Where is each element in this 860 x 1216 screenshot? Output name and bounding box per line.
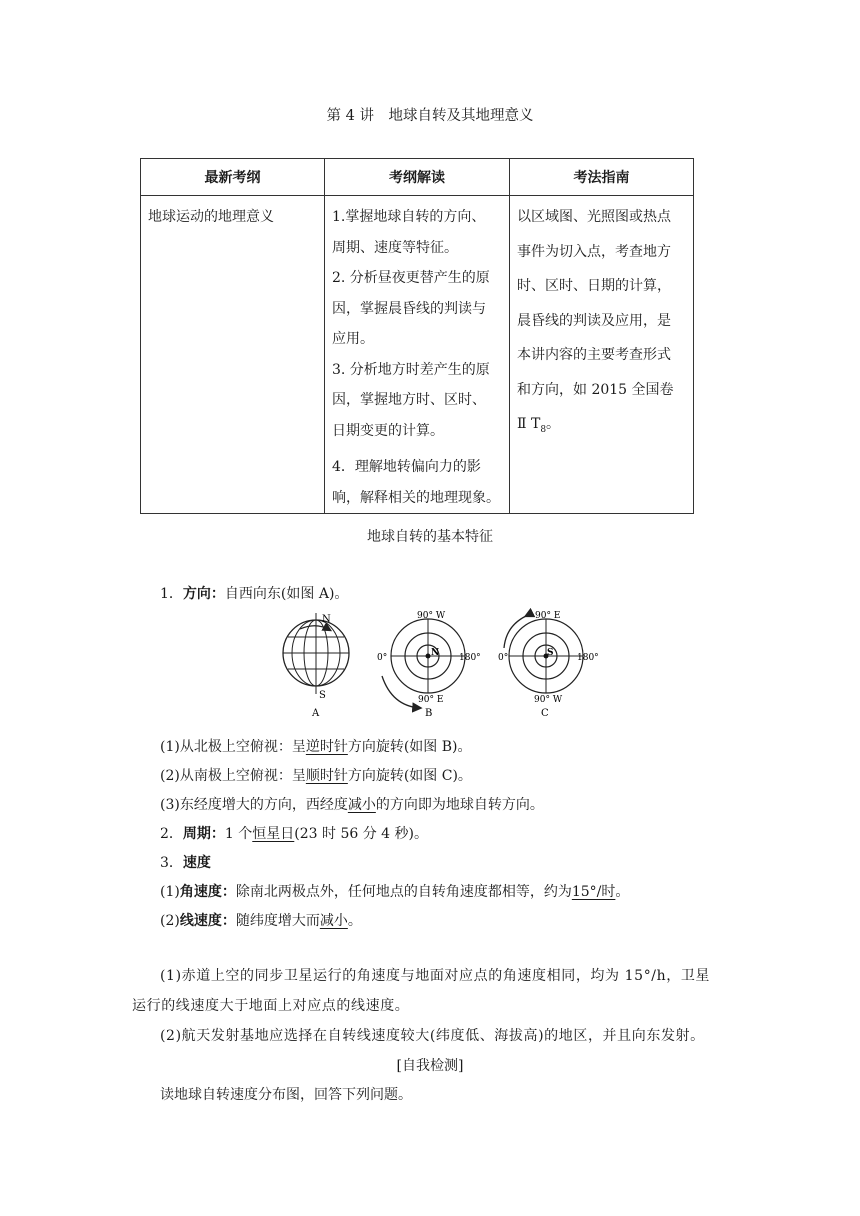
period-line: 2．周期：1 个恒星日(23 时 56 分 4 秒)。 xyxy=(160,826,428,842)
angular-speed-line: (1)角速度：除南北两极点外，任何地点的自转角速度都相等，约为15°/时。 xyxy=(160,884,630,900)
self-check-heading: [自我检测] xyxy=(396,1058,464,1074)
cell-topic xyxy=(141,196,325,514)
b-top-label: 90° W xyxy=(417,611,446,621)
reading-text xyxy=(325,196,509,513)
item-b1: (1)从北极上空俯视：呈逆时针方向旋转(如图 B)。 xyxy=(160,739,472,755)
cell-reading xyxy=(325,196,510,514)
speed-heading: 3．速度 xyxy=(160,855,211,871)
caption-a: A xyxy=(312,708,320,719)
linear-speed-line: (2)线速度：随纬度增大而减小。 xyxy=(160,913,362,929)
header-exam-guide: 考法指南 xyxy=(510,159,694,196)
north-pole-diagram-b xyxy=(377,611,481,719)
direction-line: 1．方向：自西向东(如图 A)。 xyxy=(160,586,349,602)
question-prompt: 读地球自转速度分布图，回答下列问题。 xyxy=(160,1087,412,1103)
north-label: N xyxy=(322,614,331,625)
caption-c: C xyxy=(541,708,549,719)
topic-text: 地球运动的地理意义 xyxy=(148,209,274,225)
c-left-label: 0° xyxy=(498,653,509,663)
header-outline-reading: 考纲解读 xyxy=(325,159,510,196)
c-right-label: 180° xyxy=(577,653,599,663)
reading-line: 日期变更的计算。 xyxy=(332,422,444,439)
reading-line: 4．理解地转偏向力的影 xyxy=(332,459,481,475)
c-bottom-label: 90° W xyxy=(534,695,563,705)
b-center-label: N xyxy=(431,648,440,658)
header-latest-outline: 最新考纲 xyxy=(141,159,325,196)
guide-line: 时、区时、日期的计算， xyxy=(517,278,671,294)
guide-text xyxy=(510,196,693,447)
reading-line: 3. 分析地方时差产生的原 xyxy=(332,361,490,378)
rotation-figure xyxy=(270,608,610,728)
south-label: S xyxy=(319,690,326,701)
guide-line: 晨昏线的判读及应用，是 xyxy=(517,312,671,329)
c-center-label: S xyxy=(547,648,554,658)
globe-diagram-a xyxy=(283,613,349,719)
c-top-label: 90° E xyxy=(535,611,561,621)
b-right-label: 180° xyxy=(459,653,481,663)
caption-b: B xyxy=(425,708,433,719)
table-row xyxy=(141,196,694,514)
note-satellite: (1)赤道上空的同步卫星运行的角速度与地面对应点的角速度相同，均为 15°/h，卫星运行的线速度大于地面上对应点的线速度。 xyxy=(132,968,711,1014)
south-pole-diagram-c xyxy=(498,611,599,719)
cell-guide xyxy=(510,196,694,514)
reading-line: 周期、速度等特征。 xyxy=(332,239,458,256)
guide-line: 本讲内容的主要考查形式 xyxy=(517,347,671,363)
guide-line: 和方向，如 2015 全国卷 xyxy=(517,381,674,398)
reading-line: 1.掌握地球自转的方向、 xyxy=(332,209,486,225)
table-header-row xyxy=(141,159,694,196)
item-b3: (3)东经度增大的方向，西经度减小的方向即为地球自转方向。 xyxy=(160,797,544,813)
guide-line: Ⅱ $T_8$。 xyxy=(517,416,561,435)
guide-line: 事件为切入点，考查地方 xyxy=(517,243,671,260)
note-launch-site: (2)航天发射基地应选择在自转线速度较大(纬度低、海拔高)的地区，并且向东发射。 xyxy=(160,1028,705,1044)
reading-line: 因，掌握晨昏线的判读与 xyxy=(332,300,486,317)
reading-line: 应用。 xyxy=(332,331,374,347)
reading-line: 响，解释相关的地理现象。 xyxy=(332,489,500,506)
b-bottom-label: 90° E xyxy=(418,695,444,705)
reading-line: 因，掌握地方时、区时、 xyxy=(332,392,486,408)
b-left-label: 0° xyxy=(377,653,388,663)
reading-line: 2. 分析昼夜更替产生的原 xyxy=(332,270,490,286)
page-title: 第 4 讲 地球自转及其地理意义 xyxy=(326,108,534,124)
guide-line: 以区域图、光照图或热点 xyxy=(517,209,671,225)
item-b2: (2)从南极上空俯视：呈顺时针方向旋转(如图 C)。 xyxy=(160,768,472,784)
exam-outline-table xyxy=(140,158,694,514)
section-title: 地球自转的基本特征 xyxy=(367,529,493,545)
